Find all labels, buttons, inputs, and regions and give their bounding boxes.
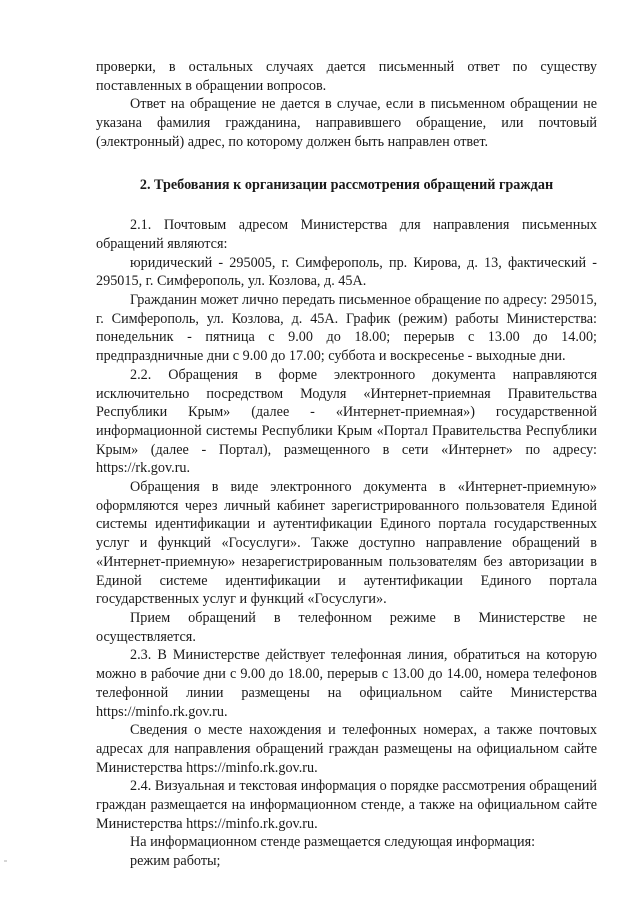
paragraph-phone-none: Прием обращений в телефонном режиме в Министерстве не осуществляется.	[96, 609, 597, 645]
paragraph-2-4: 2.4. Визуальная и текстовая информация о порядке рассмотрения обращений граждан размещается на информационном стенде, а также на официальном сайте Министерства https://minfo.rk.gov.ru.	[96, 778, 597, 832]
paragraph-electronic: Обращения в виде электронного документа в «Интернет-приемную» оформляются через личный кабинет зарегистрированного пользователя Единой системы идентификации и аутентификации Единого портала государственных услуг и функций «Госуслуги». Также доступно направление обращений в «Интернет-приемную» незарегистрированным пользователям без авторизации в Единой системе идентификации и аутентификации Единого портала государственных услуг и функций «Госуслуги».	[96, 479, 597, 608]
section-title: 2. Требования к организации рассмотрения обращений граждан	[139, 176, 554, 193]
scan-speck	[4, 860, 7, 862]
paragraph-intro: проверки, в остальных случаях дается письменный ответ по существу поставленных в обращении вопросов.	[96, 59, 597, 94]
paragraph-address: юридический - 295005, г. Симферополь, пр. Кирова, д. 13, фактический - 295015, г. Симферополь, ул. Козлова, д. 45А.	[96, 254, 597, 290]
paragraph-schedule: Гражданин может лично передать письменное обращение по адресу: 295015, г. Симферополь, ул. Козлова, д. 45А. График (режим) работы Министерства: понедельник - пятница с 9.00 до 18.00; перерыв с 13.00 до 14.00; предпраздничные дни с 9.00 до 17.00; суббота и воскресенье - выходные дни.	[96, 292, 597, 365]
paragraph-2-1: 2.1. Почтовым адресом Министерства для направления письменных обращений являются:	[96, 217, 597, 252]
paragraph-no-answer: Ответ на обращение не дается в случае, если в письменном обращении не указана фамилия гражданина, направившего обращение, или почтовый (электронный) адрес, по которому должен быть направлен ответ.	[96, 96, 597, 150]
document-body	[96, 58, 597, 871]
paragraph-2-3: 2.3. В Министерстве действует телефонная линия, обратиться на которую можно в рабочие дни с 9.00 до 18.00, перерыв с 13.00 до 14.00, номера телефонов телефонной линии размещены на официальном сайте Министерства https://minfo.rk.gov.ru.	[96, 647, 597, 720]
paragraph-info-location: Сведения о месте нахождения и телефонных номерах, а также почтовых адресах для направления обращений граждан размещены на официальном сайте Министерства https://minfo.rk.gov.ru.	[96, 722, 597, 776]
paragraph-stand: На информационном стенде размещается следующая информация:	[130, 834, 536, 851]
paragraph-2-2: 2.2. Обращения в форме электронного документа направляются исключительно посредством Модуля «Интернет-приемная Правительства Республики Крым» (далее - «Интернет-приемная») государственной информационной системы Республики Крым «Портал Правительства Республики Крым» (далее - Портал), размещенного в сети «Интернет» по адресу: https://rk.gov.ru.	[96, 366, 597, 477]
paragraph-mode: режим работы;	[130, 853, 221, 870]
